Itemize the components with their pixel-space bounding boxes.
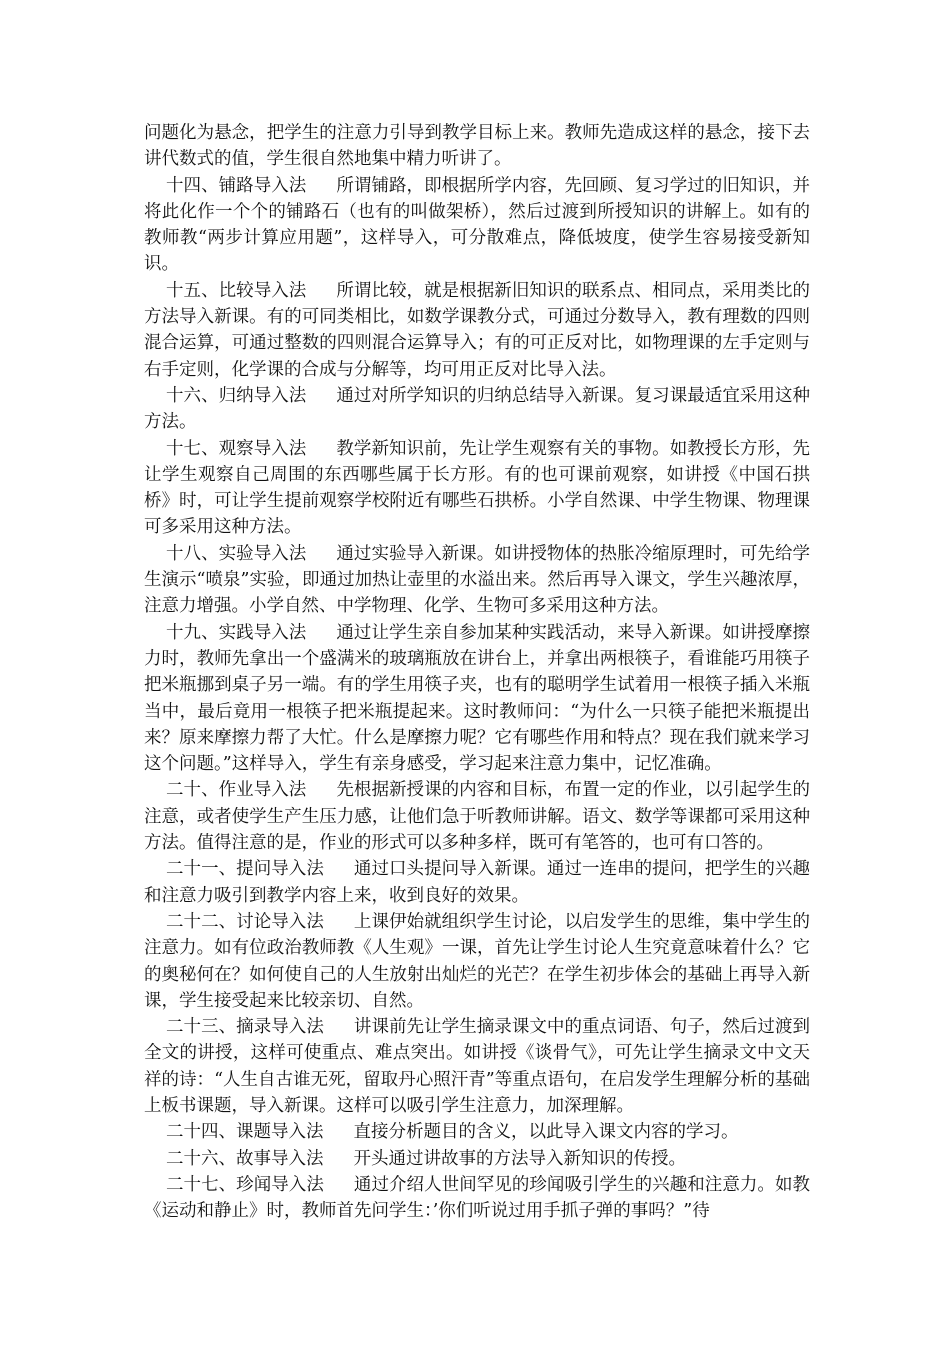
paragraph-26 <box>144 1146 810 1172</box>
paragraph-heading: 二十二、讨论导入法 <box>166 911 324 932</box>
paragraph-27 <box>144 1172 810 1225</box>
paragraph-heading: 十四、铺路导入法 <box>166 175 307 196</box>
paragraph-text: 通过介绍人世间罕见的珍闻吸引学生的兴趣和注意力。如教《运动和静止》时，教师首先问学生：’你们听说过用手抓子弹的事吗？”待 <box>144 1174 811 1222</box>
paragraph-text: 开头通过讲故事的方法导入新知识的传授。 <box>353 1148 686 1169</box>
paragraph-heading: 二十四、课题导入法 <box>166 1122 324 1143</box>
paragraph-24 <box>144 1119 810 1145</box>
paragraph-20 <box>144 777 810 856</box>
paragraph-heading: 十七、观察导入法 <box>166 438 307 459</box>
paragraph-text: 教学新知识前，先让学生观察有关的事物。如教授长方形，先让学生观察自己周围的东西哪些属于长方形。有的也可课前观察，如讲授《中国石拱桥》时，可让学生提前观察学校附近有哪些石拱桥。小学自然课、中学生物课、物理课可多采用这种方法。 <box>144 438 810 538</box>
paragraph-text: 通过对所学知识的归纳总结导入新课。复习课最适宜采用这种方法。 <box>144 385 810 433</box>
paragraph-text: 通过实验导入新课。如讲授物体的热胀冷缩原理时，可先给学生演示“喷泉”实验，即通过加热让壶里的水溢出来。然后再导入课文，学生兴趣浓厚，注意力增强。小学自然、中学物理、化学、生物可多采用这种方法。 <box>144 543 810 617</box>
paragraph-heading: 十九、实践导入法 <box>166 622 307 643</box>
paragraph-heading: 二十三、摘录导入法 <box>166 1017 324 1038</box>
paragraph-text: 上课伊始就组织学生讨论，以启发学生的思维，集中学生的注意力。如有位政治教师教《人生观》一课，首先让学生讨论人生究竟意味着什么？它的奥秘何在？如何使自己的人生放射出灿烂的光芒？在学生初步体会的基础上再导入新课，学生接受起来比较亲切、自然。 <box>144 911 811 1011</box>
paragraph-heading: 二十六、故事导入法 <box>166 1148 324 1169</box>
paragraph-15 <box>144 278 810 383</box>
paragraph-text: 先根据新授课的内容和目标，布置一定的作业，以引起学生的注意，或者使学生产生压力感，让他们急于听教师讲解。语文、数学等课都可采用这种方法。值得注意的是，作业的形式可以多种多样，既可有笔答的，也可有口答的。 <box>144 780 810 854</box>
paragraph-text: 所谓铺路，即根据所学内容，先回顾、复习学过的旧知识，并将此化作一个个的铺路石（也有的叫做架桥），然后过渡到所授知识的讲解上。如有的教师教“两步计算应用题”，这样导入，可分散难点，降低坡度，使学生容易接受新知识。 <box>144 175 810 275</box>
paragraph-21 <box>144 856 810 909</box>
paragraph-23 <box>144 1014 810 1119</box>
paragraph-heading: 二十一、提问导入法 <box>166 859 324 880</box>
paragraph-18 <box>144 541 810 620</box>
paragraph-17 <box>144 436 810 541</box>
paragraph-heading: 二十七、珍闻导入法 <box>166 1174 324 1195</box>
paragraph-heading: 二十、作业导入法 <box>166 780 307 801</box>
paragraph-text: 直接分析题目的含义，以此导入课文内容的学习。 <box>353 1122 739 1143</box>
paragraph-22 <box>144 909 810 1014</box>
paragraph-14 <box>144 173 810 278</box>
paragraph-text: 讲课前先让学生摘录课文中的重点词语、句子，然后过渡到全文的讲授，这样可使重点、难点突出。如讲授《谈骨气》，可先让学生摘录文中文天祥的诗：“人生自古谁无死，留取丹心照汗青”等重点语句，在启发学生理解分析的基础上板书课题，导入新课。这样可以吸引学生注意力，加深理解。 <box>144 1017 811 1116</box>
paragraph-text: 通过让学生亲自参加某种实践活动，来导入新课。如讲授摩擦力时，教师先拿出一个盛满米的玻璃瓶放在讲台上，并拿出两根筷子，看谁能巧用筷子把米瓶挪到桌子另一端。有的学生用筷子夹，也有的聪明学生试着用一根筷子插入米瓶当中，最后竟用一根筷子把米瓶提起来。这时教师问：“为什么一只筷子能把米瓶提出来？原来摩擦力帮了大忙。什么是摩擦力呢？它有哪些作用和特点？现在我们就来学习这个问题。”这样导入，学生有亲身感受，学习起来注意力集中，记忆准确。 <box>144 622 810 775</box>
paragraph-0 <box>144 120 810 173</box>
paragraph-heading: 十六、归纳导入法 <box>166 385 307 406</box>
paragraph-text: 问题化为悬念，把学生的注意力引导到教学目标上来。教师先造成这样的悬念，接下去讲代数式的值，学生很自然地集中精力听讲了。 <box>144 123 810 170</box>
paragraph-16 <box>144 383 810 436</box>
paragraph-text: 所谓比较，就是根据新旧知识的联系点、相同点，采用类比的方法导入新课。有的可同类相比，如数学课教分式，可通过分数导入，教有理数的四则混合运算，可通过整数的四则混合运算导入；有的可正反对比，如物理课的左手定则与右手定则，化学课的合成与分解等，均可用正反对比导入法。 <box>144 280 810 380</box>
paragraph-heading: 十五、比较导入法 <box>166 280 307 301</box>
document-page <box>144 120 810 1224</box>
paragraph-text: 通过口头提问导入新课。通过一连串的提问，把学生的兴趣和注意力吸引到教学内容上来，收到良好的效果。 <box>144 859 811 906</box>
paragraph-heading: 十八、实验导入法 <box>166 543 307 564</box>
paragraph-19 <box>144 620 810 778</box>
